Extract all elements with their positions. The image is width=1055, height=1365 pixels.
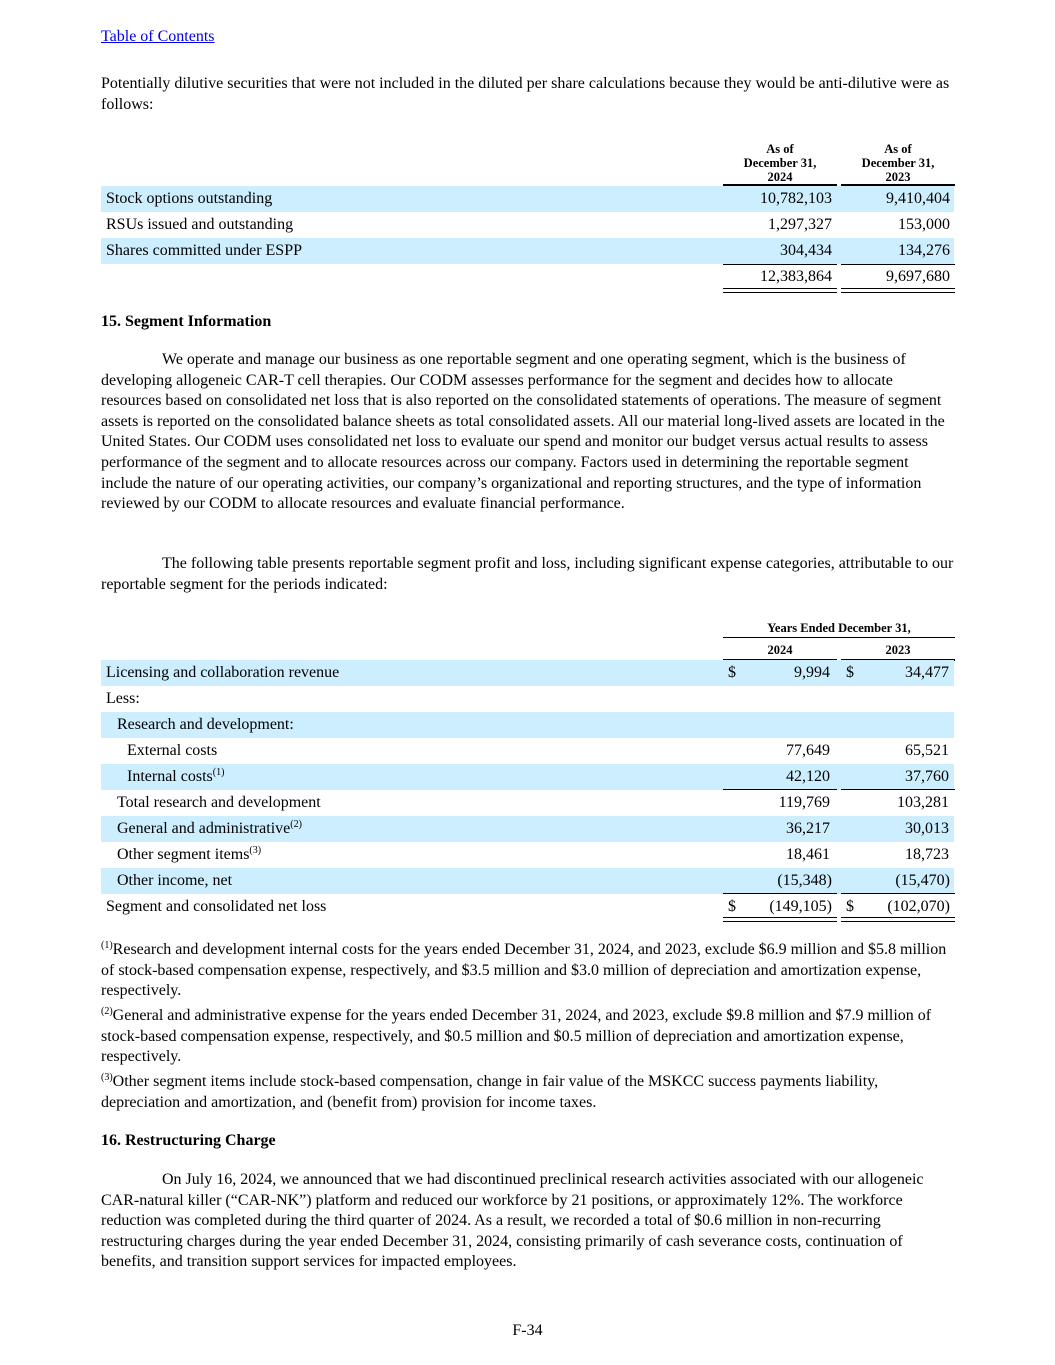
subtotal-rule	[723, 264, 837, 265]
table-row: Research and development:	[101, 712, 954, 738]
footnote-1: $^{(1)}$Research and development internal costs for the years ended December 31, 2024, and 2023, exclude $6.9 million and $5.8 million of stock-based compensation expense, respectively, and $3.5 million and $3.0 million of depreciation and amortization expense, respectively.	[101, 940, 947, 1000]
group-header-rule	[723, 637, 955, 638]
year-header-2024: 2024	[767, 643, 793, 657]
table-row: Internal costs$^{(1)}$ 42,120 37,760	[101, 764, 954, 790]
total-double-rule	[723, 288, 837, 293]
years-ended-header: Years Ended December 31,	[767, 621, 911, 635]
page-number: F-34	[512, 1322, 543, 1339]
section-16-heading: 16. Restructuring Charge	[101, 1132, 276, 1149]
column-header-2024: As of December 31, 2024	[743, 142, 817, 184]
table-row: Other segment items$^{(3)}$ 18,461 18,723	[117, 845, 949, 863]
table-row: External costs 77,649 65,521	[127, 742, 949, 759]
subtotal-rule	[723, 893, 837, 894]
table-row: Less:	[106, 690, 140, 707]
table-row: Licensing and collaboration revenue $ 9,994 $ 34,477	[101, 660, 954, 686]
total-double-rule	[723, 917, 837, 922]
section-15-heading: 15. Segment Information	[101, 313, 272, 330]
segment-paragraph-1: We operate and manage our business as one reportable segment and one operating segment, which is the business of developing allogeneic CAR-T cell therapies. Our CODM assesses performance for the segment and decides how to allocate resources based on consolidated net loss that is also reported on the consolidated statements of operations. The measure of segment assets is reported on the consolidated balance sheets as total consolidated assets. All our material long-lived assets are located in the United States. Our CODM uses consolidated net loss to evaluate our spend and monitor our budget versus actual results to assess performance of the segment and to allocate resources across our company. Factors used in determining the reportable segment include the nature of our operating activities, our company’s organizational and reporting structures, and the type of information reviewed by our CODM to allocate resources and evaluate financial performance.	[101, 351, 945, 513]
total-double-rule	[841, 288, 955, 293]
subtotal-rule	[841, 789, 955, 790]
footnote-3: $^{(3)}$Other segment items include stock-based compensation, change in fair value of the MSKCC success payments liability, depreciation and amortization, and (benefit from) provision for income taxes.	[101, 1072, 879, 1111]
table-row: Total research and development 119,769 103,281	[117, 794, 949, 811]
table-row: Shares committed under ESPP 304,434 134,276	[101, 238, 954, 264]
table-row: General and administrative$^{(2)}$ 36,217 30,013	[101, 816, 954, 842]
table-row: RSUs issued and outstanding 1,297,327 153,000	[106, 216, 950, 233]
footnote-ref: (3)	[249, 845, 262, 856]
subtotal-rule	[841, 264, 955, 265]
table-total-row: Segment and consolidated net loss $ (149,105) $ (102,070)	[106, 898, 950, 915]
table-row: Stock options outstanding 10,782,103 9,410,404	[101, 186, 954, 212]
column-header-2023: As of December 31, 2023	[861, 142, 935, 184]
segment-paragraph-2: The following table presents reportable segment profit and loss, including significant expense categories, attributable to our reportable segment for the periods indicated:	[101, 555, 954, 593]
table-of-contents-link[interactable]: Table of Contents	[101, 28, 215, 45]
restructuring-paragraph: On July 16, 2024, we announced that we had discontinued preclinical research activities associated with our allogeneic CAR-natural killer (“CAR-NK”) platform and reduced our workforce by 21 positions, or approximately 12%. The workforce reduction was completed during the third quarter of 2024. As a result, we recorded a total of $0.6 million in non-recurring restructuring charges during the year ended December 31, 2024, consisting primarily of cash severance costs, continuation of benefits, and transition support services for impacted employees.	[101, 1171, 924, 1271]
subtotal-rule	[723, 789, 837, 790]
total-double-rule	[841, 917, 955, 922]
table-total-row: 12,383,864 9,697,680	[760, 268, 950, 285]
subtotal-rule	[841, 893, 955, 894]
year-header-2023: 2023	[885, 643, 911, 657]
footnote-2: $^{(2)}$General and administrative expense for the years ended December 31, 2024, and 2023, exclude $9.8 million and $7.9 million of stock-based compensation expense, respectively, and $0.5 million and $0.5 million of depreciation and amortization expense, respectively.	[101, 1006, 932, 1066]
footnote-ref: (1)	[212, 767, 225, 778]
intro-paragraph: Potentially dilutive securities that were not included in the diluted per share calculations because they would be anti-dilutive were as follows:	[101, 75, 950, 113]
footnote-ref: (2)	[290, 819, 302, 830]
table-row: Other income, net (15,348) (15,470)	[101, 868, 954, 894]
